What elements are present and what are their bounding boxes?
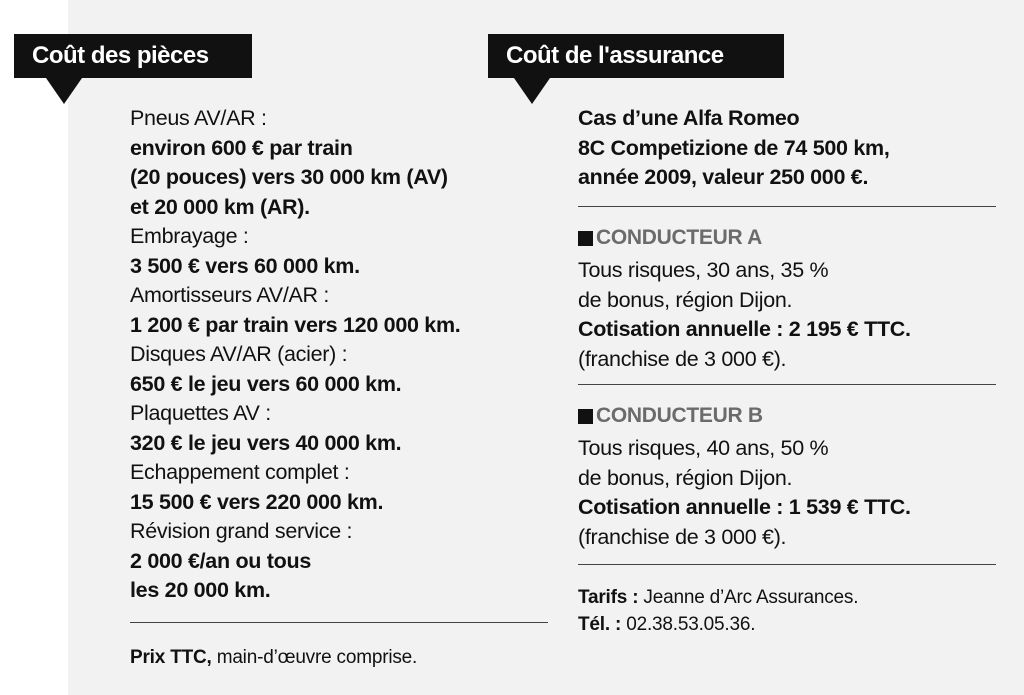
parts-cost-tag bbox=[14, 34, 252, 78]
parts-cost-footer bbox=[130, 644, 417, 671]
part-price-line: 650 € le jeu vers 60 000 km. bbox=[130, 371, 402, 396]
insurance-cost-tag bbox=[488, 34, 784, 78]
intro-line: Cas d’une Alfa Romeo bbox=[578, 106, 800, 130]
driver-b-cotisation: Cotisation annuelle : 1 539 € TTC. bbox=[578, 495, 911, 519]
intro-line: 8C Competizione de 74 500 km, bbox=[578, 135, 890, 160]
part-price-line: environ 600 € par train bbox=[130, 135, 353, 160]
tel-value: 02.38.53.05.36. bbox=[621, 614, 756, 635]
part-name-line: Plaquettes AV : bbox=[130, 401, 271, 425]
driver-a-line: Tous risques, 30 ans, 35 % bbox=[578, 258, 829, 282]
part-price-line: 1 200 € par train vers 120 000 km. bbox=[130, 312, 461, 337]
divider bbox=[578, 564, 996, 565]
driver-b-title: CONDUCTEUR B bbox=[596, 404, 763, 427]
square-bullet-icon bbox=[578, 231, 593, 246]
part-price-line: les 20 000 km. bbox=[130, 578, 271, 602]
part-price-line: 3 500 € vers 60 000 km. bbox=[130, 253, 360, 278]
part-price-line: 15 500 € vers 220 000 km. bbox=[130, 489, 384, 514]
parts-cost-list bbox=[130, 104, 560, 606]
tarifs-label: Tarifs : bbox=[578, 587, 639, 608]
driver-a-details bbox=[578, 256, 911, 374]
divider bbox=[578, 384, 996, 385]
driver-b-franchise: (franchise de 3 000 €). bbox=[578, 524, 787, 549]
driver-b-line: Tous risques, 40 ans, 50 % bbox=[578, 436, 829, 460]
driver-b-heading bbox=[578, 404, 763, 428]
driver-a-cotisation: Cotisation annuelle : 2 195 € TTC. bbox=[578, 317, 911, 341]
parts-cost-tag-label: Coût des pièces bbox=[32, 42, 209, 69]
insurance-footer bbox=[578, 584, 858, 638]
part-price-line: (20 pouces) vers 30 000 km (AV) bbox=[130, 165, 448, 189]
part-name-line: Echappement complet : bbox=[130, 460, 350, 484]
part-name-line: Disques AV/AR (acier) : bbox=[130, 342, 348, 366]
insurance-intro bbox=[578, 104, 998, 193]
driver-a-franchise: (franchise de 3 000 €). bbox=[578, 346, 787, 371]
part-price-line: et 20 000 km (AR). bbox=[130, 194, 310, 219]
driver-b-details bbox=[578, 434, 911, 552]
part-name-line: Amortisseurs AV/AR : bbox=[130, 283, 330, 307]
tag-pointer bbox=[46, 78, 82, 104]
driver-a-heading bbox=[578, 226, 762, 250]
part-price-line: 320 € le jeu vers 40 000 km. bbox=[130, 430, 402, 455]
square-bullet-icon bbox=[578, 409, 593, 424]
tel-label: Tél. : bbox=[578, 614, 622, 635]
divider bbox=[130, 622, 548, 623]
tarifs-value: Jeanne d’Arc Assurances. bbox=[638, 587, 859, 608]
divider bbox=[578, 206, 996, 207]
driver-a-line: de bonus, région Dijon. bbox=[578, 287, 793, 312]
part-name-line: Embrayage : bbox=[130, 224, 249, 248]
driver-a-title: CONDUCTEUR A bbox=[596, 226, 762, 249]
tag-pointer bbox=[514, 78, 550, 104]
driver-b-line: de bonus, région Dijon. bbox=[578, 465, 793, 490]
part-name-line: Pneus AV/AR : bbox=[130, 106, 267, 130]
part-name-line: Révision grand service : bbox=[130, 519, 353, 543]
insurance-cost-tag-label: Coût de l'assurance bbox=[506, 42, 724, 69]
footer-text: main-d’œuvre comprise. bbox=[211, 647, 418, 668]
intro-line: année 2009, valeur 250 000 €. bbox=[578, 165, 869, 189]
part-price-line: 2 000 €/an ou tous bbox=[130, 548, 311, 573]
footer-bold: Prix TTC, bbox=[130, 647, 212, 668]
